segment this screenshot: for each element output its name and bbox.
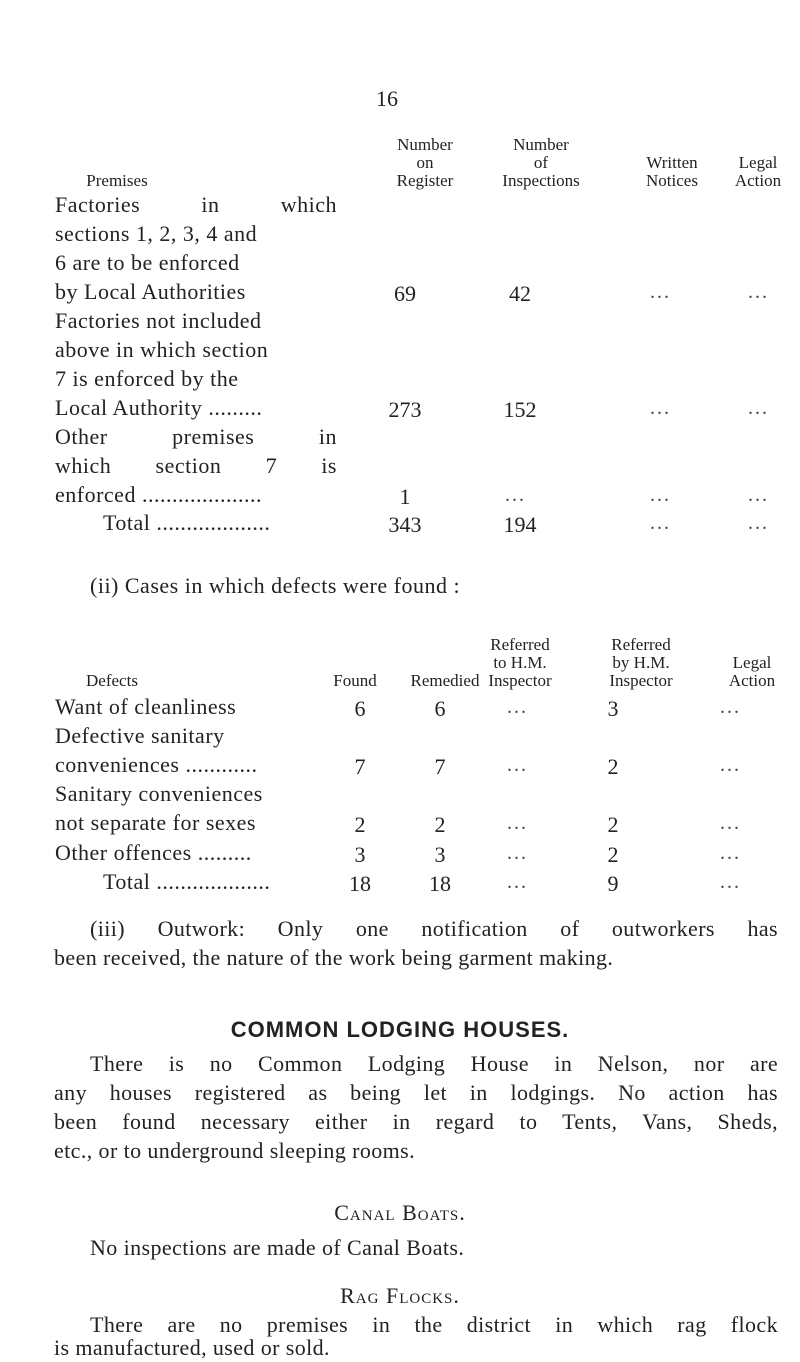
lodging-line-3: been found necessary either in regard to Tents, Vans, Sheds,	[54, 1109, 778, 1134]
defects-row-1-legal: ...	[720, 696, 741, 718]
defects-total-found: 18	[349, 871, 371, 896]
defects-row-1-remedied: 6	[434, 696, 446, 721]
premises-row-2-inspections: 152	[503, 397, 537, 422]
outwork-line-1: (iii) Outwork: Only one notification of outworkers has	[90, 916, 778, 941]
header-found: Found	[333, 671, 377, 690]
defects-row-2-label-line-1: Defective sanitary	[55, 723, 225, 748]
premises-row-3-inspections: ...	[505, 484, 526, 506]
premises-total-legal: ...	[748, 512, 769, 534]
defects-total-remedied: 18	[429, 871, 451, 896]
defects-row-4-remedied: 3	[434, 842, 446, 867]
rag-line-2: is manufactured, used or sold.	[54, 1335, 330, 1360]
defects-row-3-remedied: 2	[434, 812, 446, 837]
rag-line-1: There are no premises in the district in which rag flock	[90, 1312, 778, 1337]
defects-row-1-label: Want of cleanliness	[55, 694, 237, 719]
premises-row-1-label-line-1: Factories in which	[55, 192, 337, 217]
premises-total-notices: ...	[650, 512, 671, 534]
defects-row-2-label-line-2: conveniences ............	[55, 752, 258, 777]
premises-row-1-register: 69	[394, 281, 416, 306]
premises-row-3-label-line-3: enforced ....................	[55, 482, 262, 507]
premises-row-3-label-line-1: Other premises in	[55, 424, 337, 449]
defects-row-3-to-hm: ...	[507, 812, 528, 834]
premises-row-2-label-line-2: above in which section	[55, 337, 269, 362]
lodging-heading: COMMON LODGING HOUSES.	[230, 1017, 570, 1042]
premises-row-3-label-line-2: which section 7 is	[55, 453, 337, 478]
defects-row-1-to-hm: ...	[507, 696, 528, 718]
page-number: 16	[376, 86, 398, 111]
header-premises: Premises	[86, 171, 148, 190]
lodging-line-1: There is no Common Lodging House in Nelson, nor are	[90, 1051, 778, 1076]
defects-row-4-found: 3	[354, 842, 366, 867]
premises-row-2-notices: ...	[650, 397, 671, 419]
premises-row-2-label-line-4: Local Authority .........	[55, 395, 263, 420]
header-referred-by-hm: Referred by H.M. Inspector	[609, 635, 673, 690]
premises-row-1-label-line-4: by Local Authorities	[55, 279, 246, 304]
defects-total-legal: ...	[720, 871, 741, 893]
defects-row-2-legal: ...	[720, 754, 741, 776]
premises-row-2-label-line-3: 7 is enforced by the	[55, 366, 239, 391]
defects-total-by-hm: 9	[607, 871, 619, 896]
premises-row-1-notices: ...	[650, 281, 671, 303]
premises-row-1-label-line-3: 6 are to be enforced	[55, 250, 240, 275]
defects-row-3-by-hm: 2	[607, 812, 619, 837]
header-defects-legal-action: Legal Action	[728, 653, 776, 690]
premises-row-1-inspections: 42	[509, 281, 531, 306]
premises-row-1-label-line-2: sections 1, 2, 3, 4 and	[55, 221, 258, 246]
defects-row-3-found: 2	[354, 812, 366, 837]
canal-heading: Canal Boats.	[334, 1200, 466, 1225]
canal-text: No inspections are made of Canal Boats.	[90, 1235, 465, 1260]
defects-row-4-to-hm: ...	[507, 842, 528, 864]
defects-row-3-legal: ...	[720, 812, 741, 834]
lodging-line-2: any houses registered as being let in lodgings. No action has	[54, 1080, 778, 1105]
premises-row-1-legal: ...	[748, 281, 769, 303]
header-remedied: Remedied	[410, 671, 480, 690]
defects-row-2-by-hm: 2	[607, 754, 619, 779]
premises-total-register: 343	[388, 512, 422, 537]
defects-row-3-label-line-2: not separate for sexes	[55, 810, 256, 835]
outwork-line-2: been received, the nature of the work being garment making.	[54, 945, 614, 970]
header-on-register: Number on Register	[396, 135, 454, 190]
header-written-notices: Written Notices	[646, 153, 698, 190]
defects-intro: (ii) Cases in which defects were found :	[90, 573, 461, 598]
header-defects: Defects	[86, 671, 138, 690]
premises-row-2-register: 273	[388, 397, 422, 422]
defects-row-2-remedied: 7	[434, 754, 446, 779]
defects-row-2-to-hm: ...	[507, 754, 528, 776]
premises-total-label: Total ...................	[103, 510, 271, 535]
defects-row-4-by-hm: 2	[607, 842, 619, 867]
header-legal-action: Legal Action	[734, 153, 782, 190]
defects-row-2-found: 7	[354, 754, 366, 779]
lodging-line-4: etc., or to underground sleeping rooms.	[54, 1138, 416, 1163]
premises-row-3-notices: ...	[650, 484, 671, 506]
premises-row-2-label-line-1: Factories not included	[55, 308, 262, 333]
premises-row-3-register: 1	[399, 484, 411, 509]
header-referred-to-hm: Referred to H.M. Inspector	[488, 635, 552, 690]
defects-row-3-label-line-1: Sanitary conveniences	[55, 781, 263, 806]
defects-total-to-hm: ...	[507, 871, 528, 893]
premises-row-2-legal: ...	[748, 397, 769, 419]
defects-row-1-found: 6	[354, 696, 366, 721]
premises-total-inspections: 194	[503, 512, 537, 537]
defects-total-label: Total ...................	[103, 869, 271, 894]
defects-row-4-legal: ...	[720, 842, 741, 864]
rag-heading: Rag Flocks.	[340, 1283, 460, 1308]
premises-row-3-legal: ...	[748, 484, 769, 506]
defects-row-1-by-hm: 3	[607, 696, 619, 721]
header-inspections: Number of Inspections	[502, 135, 580, 190]
defects-row-4-label: Other offences .........	[55, 840, 252, 865]
